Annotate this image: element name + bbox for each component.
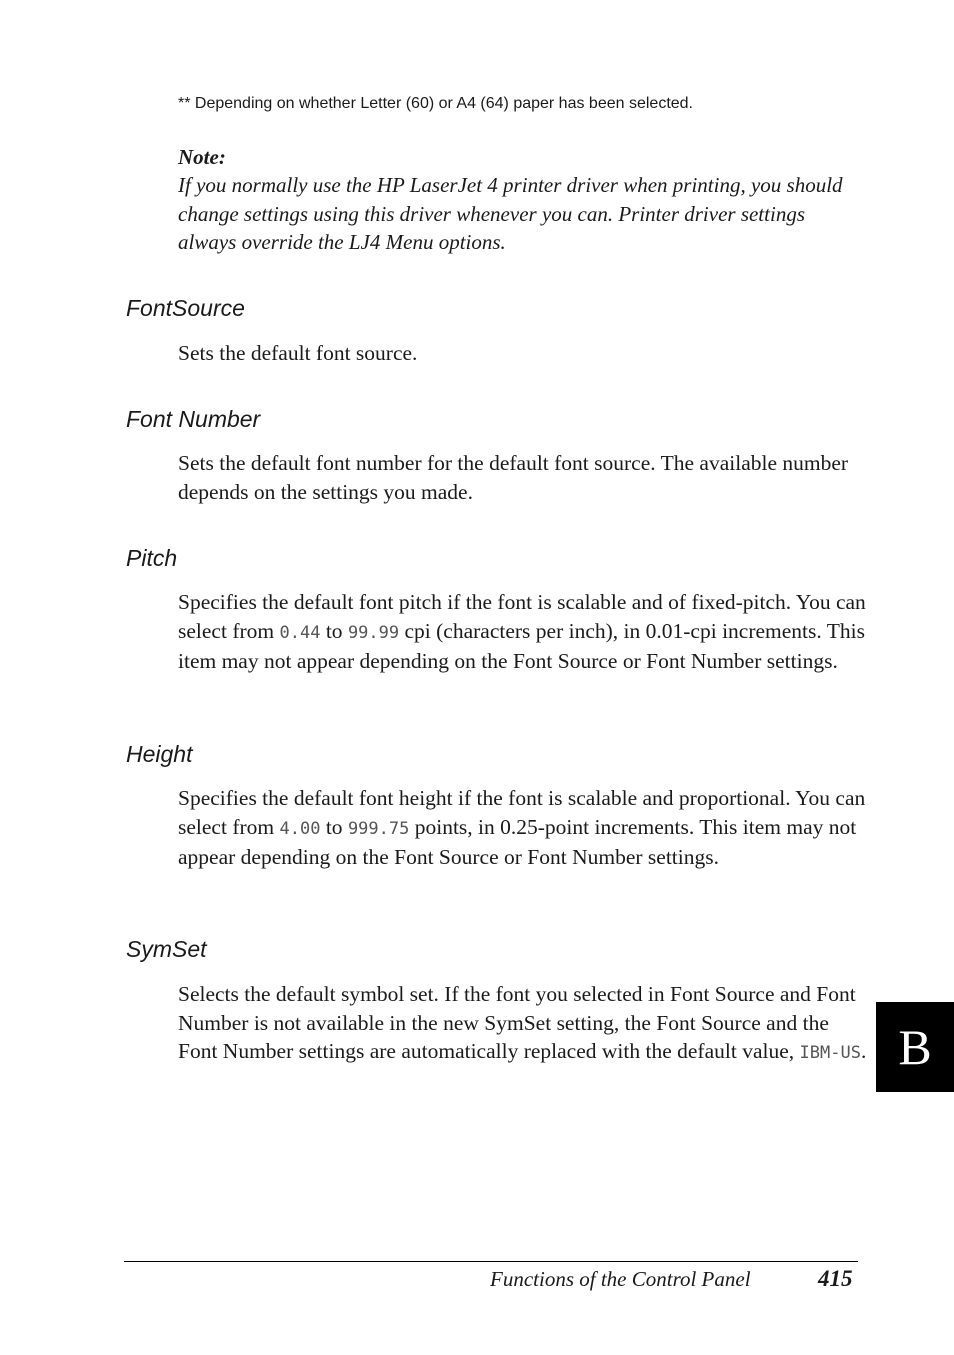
heading-pitch: Pitch <box>126 545 178 571</box>
heading-symset: SymSet <box>126 936 207 962</box>
pitch-text-3: cpi (characters per inch), in 0.01-cpi increments. This item may not appear depending on the Font Source or Font Number settings. <box>178 618 865 674</box>
appendix-tab-b: B <box>876 1002 954 1092</box>
page-number: 415 <box>818 1266 853 1291</box>
paragraph-height <box>178 784 868 872</box>
paragraph-symset <box>178 980 868 1068</box>
heading-font-number: Font Number <box>126 406 261 432</box>
height-text-1: Specifies the default font height if the font is scalable and proportional. You can select from <box>178 786 866 839</box>
footer-rule <box>124 1261 858 1262</box>
footnote: ** Depending on whether Letter (60) or A4 (64) paper has been selected. <box>178 95 693 112</box>
note-body: If you normally use the HP LaserJet 4 printer driver when printing, you should change settings using this driver whenever you can. Printer driver settings always override the LJ4 Menu options. <box>178 173 843 254</box>
symset-default-value: IBM-US <box>799 1043 861 1064</box>
height-min-value: 4.00 <box>279 818 321 839</box>
paragraph-fontsource: Sets the default font source. <box>178 341 418 365</box>
pitch-text-1: Specifies the default font pitch if the font is scalable and of fixed-pitch. You can select from <box>178 590 866 643</box>
heading-fontsource: FontSource <box>126 295 245 321</box>
paragraph-pitch <box>178 588 868 676</box>
pitch-max-value: 99.99 <box>347 622 400 643</box>
paragraph-font-number: Sets the default font number for the default font source. The available number depends on the settings you made. <box>178 451 849 504</box>
note-block <box>178 143 868 257</box>
symset-text-1: Selects the default symbol set. If the font you selected in Font Source and Font Number is not available in the new SymSet setting, the Font Source and the Font Number settings are automatically replaced with the default value, <box>178 982 856 1064</box>
heading-height: Height <box>126 741 193 767</box>
height-max-value: 999.75 <box>347 818 410 839</box>
footer-title: Functions of the Control Panel <box>490 1267 751 1291</box>
pitch-text-2: to <box>320 618 348 643</box>
height-text-3: points, in 0.25-point increments. This item may not appear depending on the Font Source or Font Number settings. <box>178 814 857 870</box>
note-title: Note: <box>178 145 226 169</box>
symset-text-2: . <box>860 1039 867 1064</box>
height-text-2: to <box>320 814 348 839</box>
pitch-min-value: 0.44 <box>279 622 321 643</box>
